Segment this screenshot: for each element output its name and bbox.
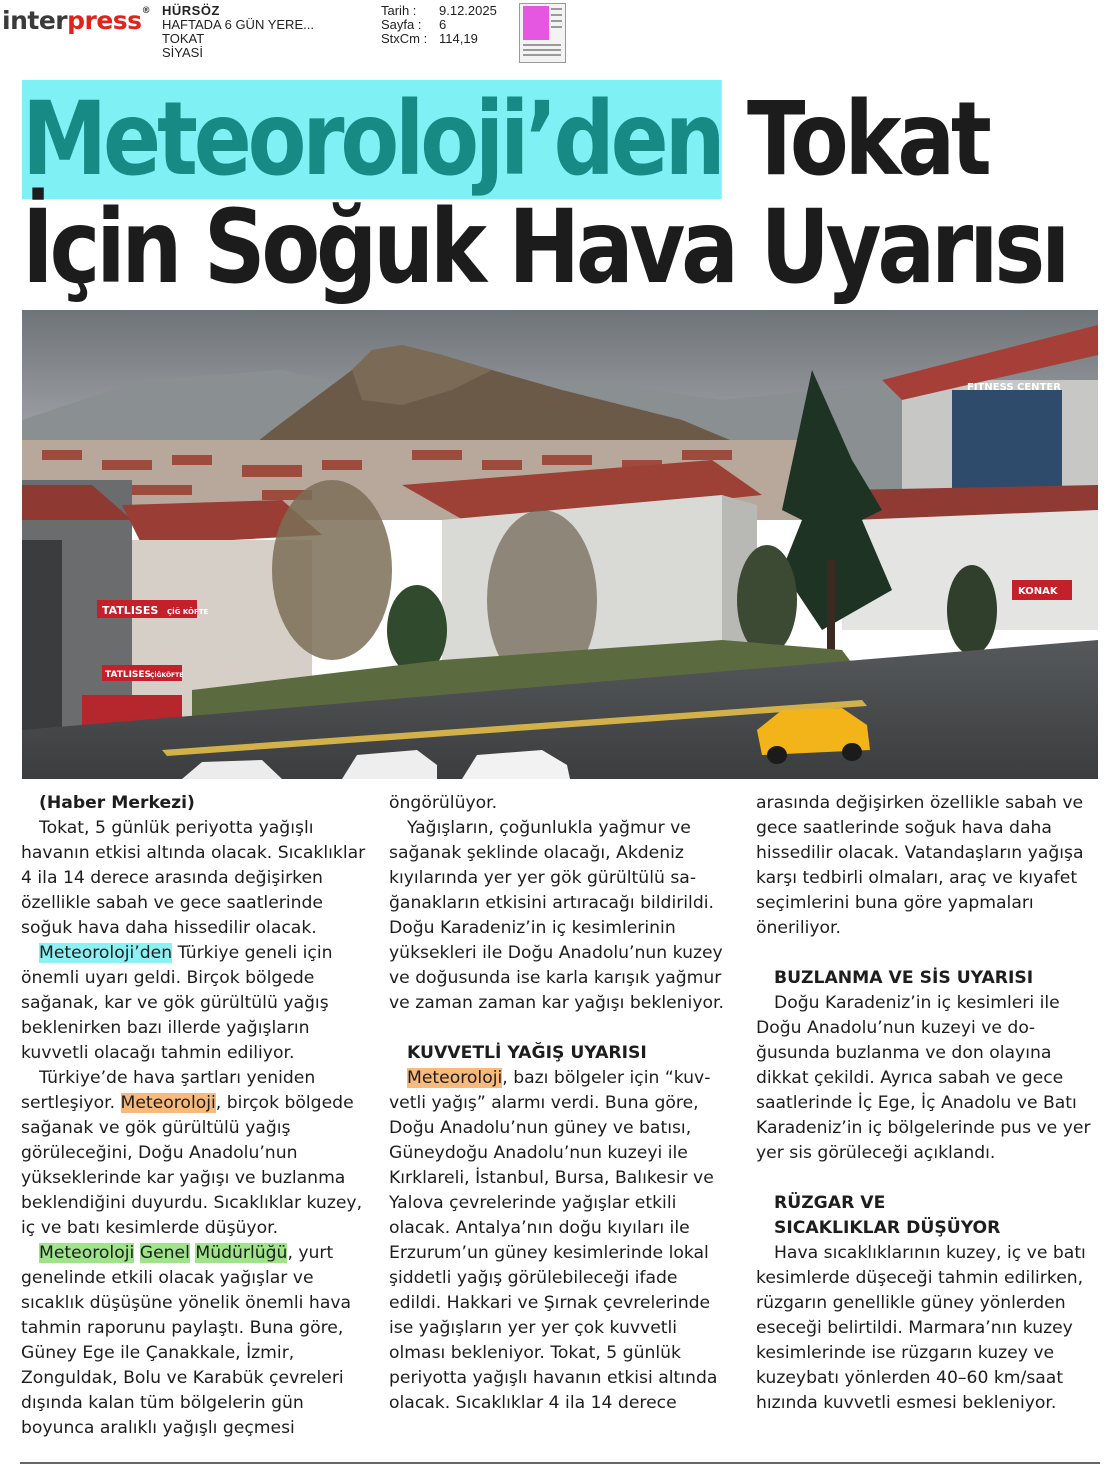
tokat-street-scene xyxy=(22,310,1098,779)
shop-sign-1b-text: ÇİĞ KÖFTE xyxy=(167,608,209,616)
section-heading: RÜZGAR VE xyxy=(774,1193,886,1213)
right-building-glass xyxy=(952,390,1062,490)
thumbnail-line xyxy=(523,54,561,56)
thumbnail-line xyxy=(551,8,562,10)
size-label: StxCm : xyxy=(381,31,428,46)
page-value: 6 xyxy=(439,17,447,32)
thumbnail-highlight xyxy=(523,6,549,40)
shop-sign-2-text: TATLISES xyxy=(105,670,152,680)
section-heading: KUVVETLİ YAĞIŞ UYARISI xyxy=(407,1043,647,1063)
thumbnail-line xyxy=(551,14,562,16)
thumbnail-line xyxy=(551,20,562,22)
marked-keyword: Meteoroloji’den xyxy=(39,943,173,963)
page-label: Sayfa : xyxy=(381,17,422,32)
paragraph: Hava sıcaklıklarının kuzey, iç ve batı kesimlerde düşeceği tahmin edilirken, rüzgarın genellikle güney yönlerden eseceği belirtildi. Marmara’nın kuzey kesimlerinde ise rüzgarın kuzey ve kuzeybatı yönlerden 40–60 km/saat hızında kuvvetli esmesi bekleniyor. xyxy=(756,1243,1086,1413)
tree-right xyxy=(737,545,797,655)
interpress-logo: interpress® xyxy=(2,6,151,35)
headline xyxy=(22,80,1067,307)
paragraph: Tokat, 5 günlük periyotta yağışlı havanın etkisi altında olacak. Sıcaklıklar 4 ila 14 derece arasında değişirken özellikle sabah ve gece saatlerinde soğuk hava daha hissedilir olacak. xyxy=(21,818,366,938)
paragraph: Yağışların, çoğunlukla yağmur ve sağanak şeklinde olacağı, Akdeniz kıyılarında yer yer gök gürültülü sağanakların etkisini artıracağı bildirildi. Doğu Karadeniz’in iç kesimlerinin yüksekleri ile Doğu Anadolu’nun kuzey ve doğusunda ise karla karışık yağmur ve zaman zaman kar yağışı bekleniyor. xyxy=(389,818,724,1013)
clipping-details xyxy=(381,4,497,46)
konak-sign-text: KONAK xyxy=(1018,586,1058,597)
bare-tree-left xyxy=(272,480,392,660)
marked-keyword: Meteoroloji xyxy=(120,1093,216,1113)
article-column-2 xyxy=(389,791,735,1416)
publication-category: SİYASİ xyxy=(162,45,203,60)
article-column-3 xyxy=(756,791,1102,1416)
paragraph: Doğu Karadeniz’in iç kesimleri ile Doğu Anadolu’nun kuzeyi ve doğusunda buzlanma ve don olayına dikkat çekildi. Ayrıca sabah ve gece saatlerinde İç Ege, İç Anadolu ve Batı Karadeniz’in iç bölgelerinde pus ve yer yer sis görüleceği açıklandı. xyxy=(756,993,1091,1163)
byline: (Haber Merkezi) xyxy=(39,793,195,813)
thumbnail-line xyxy=(523,44,561,46)
publication-frequency: HAFTADA 6 GÜN YERE... xyxy=(162,17,314,32)
date-value: 9.12.2025 xyxy=(439,3,497,18)
marked-keyword: Meteoroloji xyxy=(407,1068,503,1088)
article-column-1 xyxy=(21,791,369,1441)
shop-sign-2b-text: ÇİĞKÖFTE xyxy=(150,672,184,679)
marked-keyword: Genel xyxy=(139,1243,190,1263)
headline-highlight: Meteoroloji’den xyxy=(22,80,722,199)
headline-line-2: İçin Soğuk Hava Uyarısı xyxy=(22,188,1067,307)
paragraph: Türkiye’de hava şartları yeniden sertleşiyor. Meteoroloji, birçok bölgede sağanak ve gök gürültülü yağış görüleceğini, Doğu Anadolu’nun yükseklerinde kar yağışı ve buzlanma beklendiğini duyurdu. Sıcaklıklar kuzey, iç ve batı kesimlerde düşüyor. xyxy=(21,1068,363,1238)
taxi-wheel xyxy=(842,743,862,761)
section-heading: BUZLANMA VE SİS UYARISI xyxy=(774,968,1034,988)
tree-far-right xyxy=(947,565,997,655)
shop-sign-1-text: TATLISES xyxy=(102,604,159,617)
paragraph: Meteoroloji, bazı bölgeler için “kuvvetli yağış” alarmı verdi. Buna göre, Doğu Anadolu’nun güney ve batısı, Güneydoğu Anadolu’nun kuzeyi ile Kırklareli, İstanbul, Bursa, Balıkesir ve Yalova çevrelerinde yağışlar etkili olacak. Antalya’nın doğu kıyıları ile Erzurum’un güney kesimlerinde lokal şiddetli yağış görülebileceği ifade edildi. Hakkari ve Şırnak çevrelerinde ise yağışların yer yer çok kuvvetli olması bekleniyor. Tokat, 5 günlük periyotta yağışlı havanın etkisi altında olacak. Sıcaklıklar 4 ila 14 derece xyxy=(389,1068,718,1413)
paragraph: öngörülüyor. xyxy=(389,793,498,813)
publication-region: TOKAT xyxy=(162,31,205,46)
page-thumbnail[interactable] xyxy=(519,3,566,63)
headline-line-1 xyxy=(22,80,988,199)
date-label: Tarih : xyxy=(381,3,417,18)
marked-keyword: Meteoroloji xyxy=(39,1243,135,1263)
size-value: 114,19 xyxy=(439,31,478,46)
news-photo xyxy=(22,310,1098,779)
paragraph: Meteoroloji Genel Müdürlüğü, yurt genelinde etkili olacak yağışlar ve sıcaklık düşüşüne yönelik önemli hava tahmin raporunu paylaştı. Buna göre, Güney Ege ile Çanakkale, İzmir, Zonguldak, Bolu ve Karabük çevreleri dışında kalan tüm bölgelerin gün boyunca aralıklı yağışlı geçmesi xyxy=(21,1243,352,1438)
headline-rest: Tokat xyxy=(721,80,988,199)
building-sign-text: FITNESS CENTER xyxy=(967,382,1061,393)
paragraph: Meteoroloji’den Türkiye geneli için önemli uyarı geldi. Birçok bölgede sağanak, kar ve gök gürültülü yağış beklenirken bazı illerde yağışların kuvvetli olacağı tahmin ediliyor. xyxy=(21,943,333,1063)
publication-name: HÜRSÖZ xyxy=(162,3,220,18)
paragraph: arasında değişirken özellikle sabah ve gece saatlerinde soğuk hava daha hissedilir olacak. Vatandaşların yağışa karşı tedbirli olmaları, araç ve kıyafet seçimlerini buna göre yapmaları öneriliyor. xyxy=(756,793,1084,938)
thumbnail-line xyxy=(551,26,562,28)
bottom-rule xyxy=(20,1462,1100,1464)
taxi-wheel xyxy=(767,746,787,764)
section-heading: SICAKLIKLAR DÜŞÜYOR xyxy=(774,1218,1001,1238)
publication-info xyxy=(162,4,314,60)
marked-keyword: Müdürlüğü xyxy=(195,1243,288,1263)
thumbnail-line xyxy=(523,49,561,51)
